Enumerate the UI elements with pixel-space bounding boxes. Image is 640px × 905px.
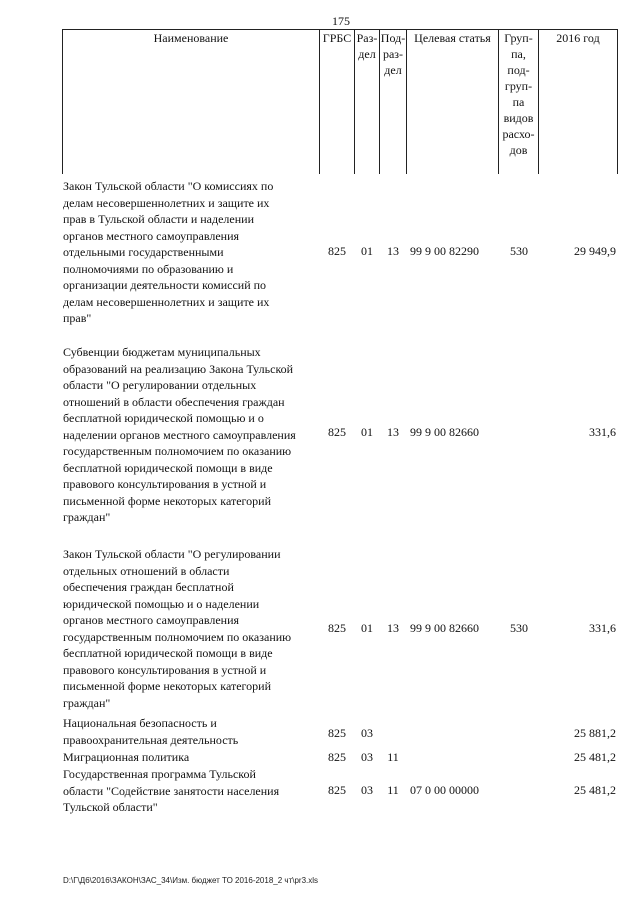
- row-target: 99 9 00 82660: [410, 425, 479, 439]
- header-border-left: [62, 29, 63, 174]
- row-grbs: 825: [328, 621, 346, 635]
- row-razdel: 01: [361, 425, 373, 439]
- row-name: Миграционная политика: [63, 750, 190, 764]
- row-razdel: 03: [361, 750, 373, 764]
- row-target: 99 9 00 82290: [410, 244, 479, 258]
- row-name: Субвенции бюджетам муниципальных образований на реализацию Закона Тульской области "О регулировании отдельных отношений в области обеспечения граждан бесплатной юридической помощью и о наделении органов местного самоуправления государственным полномочием по оказанию бесплатной юридической помощи в виде правового консультирования в устной и письменной форме некоторых категорий граждан": [63, 345, 296, 524]
- row-amount: 25 881,2: [574, 726, 616, 740]
- row-target: 07 0 00 00000: [410, 783, 479, 797]
- header-border-podrazdel: [406, 29, 407, 174]
- row-grbs: 825: [328, 726, 346, 740]
- header-border-name: [319, 29, 320, 174]
- header-razdel: Раз- дел: [356, 31, 378, 61]
- row-amount: 25 481,2: [574, 783, 616, 797]
- header-podrazdel: Под- раз- дел: [380, 31, 406, 77]
- row-podrazdel: 11: [387, 783, 399, 797]
- row-amount: 25 481,2: [574, 750, 616, 764]
- row-vid: 530: [510, 621, 528, 635]
- row-podrazdel: 11: [387, 750, 399, 764]
- row-grbs: 825: [328, 244, 346, 258]
- file-path-footer: D:\Г\Д6\2016\ЗАКОН\ЗАС_34\Изм. бюджет ТО 2016-2018_2 чт\pr3.xls: [63, 876, 319, 885]
- header-target: Целевая статья: [414, 31, 491, 45]
- row-name: Национальная безопасность и правоохранительная деятельность: [63, 716, 239, 747]
- header-border-right: [617, 29, 618, 174]
- row-amount: 29 949,9: [574, 244, 616, 258]
- header-name: Наименование: [153, 31, 229, 45]
- row-target: 99 9 00 82660: [410, 621, 479, 635]
- row-grbs: 825: [328, 783, 346, 797]
- row-razdel: 03: [361, 726, 373, 740]
- row-name: Закон Тульской области "О регулировании отдельных отношений в области обеспечения граждан бесплатной юридической помощью и о наделении органов местного самоуправления государственным полномочием по оказанию бесплатной юридической помощи в виде правового консультирования в устной и письменной форме некоторых категорий граждан": [63, 547, 292, 710]
- row-amount: 331,6: [589, 425, 616, 439]
- header-year: 2016 год: [556, 31, 600, 45]
- header-border-vid: [538, 29, 539, 174]
- row-razdel: 03: [361, 783, 373, 797]
- row-podrazdel: 13: [387, 621, 399, 635]
- row-name: Государственная программа Тульской области "Содействие занятости населения Тульской области": [63, 767, 280, 814]
- row-vid: 530: [510, 244, 528, 258]
- header-grbs: ГРБС: [322, 31, 352, 45]
- row-grbs: 825: [328, 425, 346, 439]
- row-podrazdel: 13: [387, 244, 399, 258]
- row-razdel: 01: [361, 244, 373, 258]
- row-razdel: 01: [361, 621, 373, 635]
- row-name: Закон Тульской области "О комиссиях по делам несовершеннолетних и защите их прав в Тульской области и наделении органов местного самоуправления отдельными государственными полномочиями по образованию и организации деятельности комиссий по делам несовершеннолетних и защите их прав": [63, 179, 274, 325]
- row-grbs: 825: [328, 750, 346, 764]
- page-number: 175: [332, 14, 350, 28]
- row-amount: 331,6: [589, 621, 616, 635]
- header-vid: Груп- па, под- груп- па видов расхо- дов: [502, 31, 535, 157]
- row-podrazdel: 13: [387, 425, 399, 439]
